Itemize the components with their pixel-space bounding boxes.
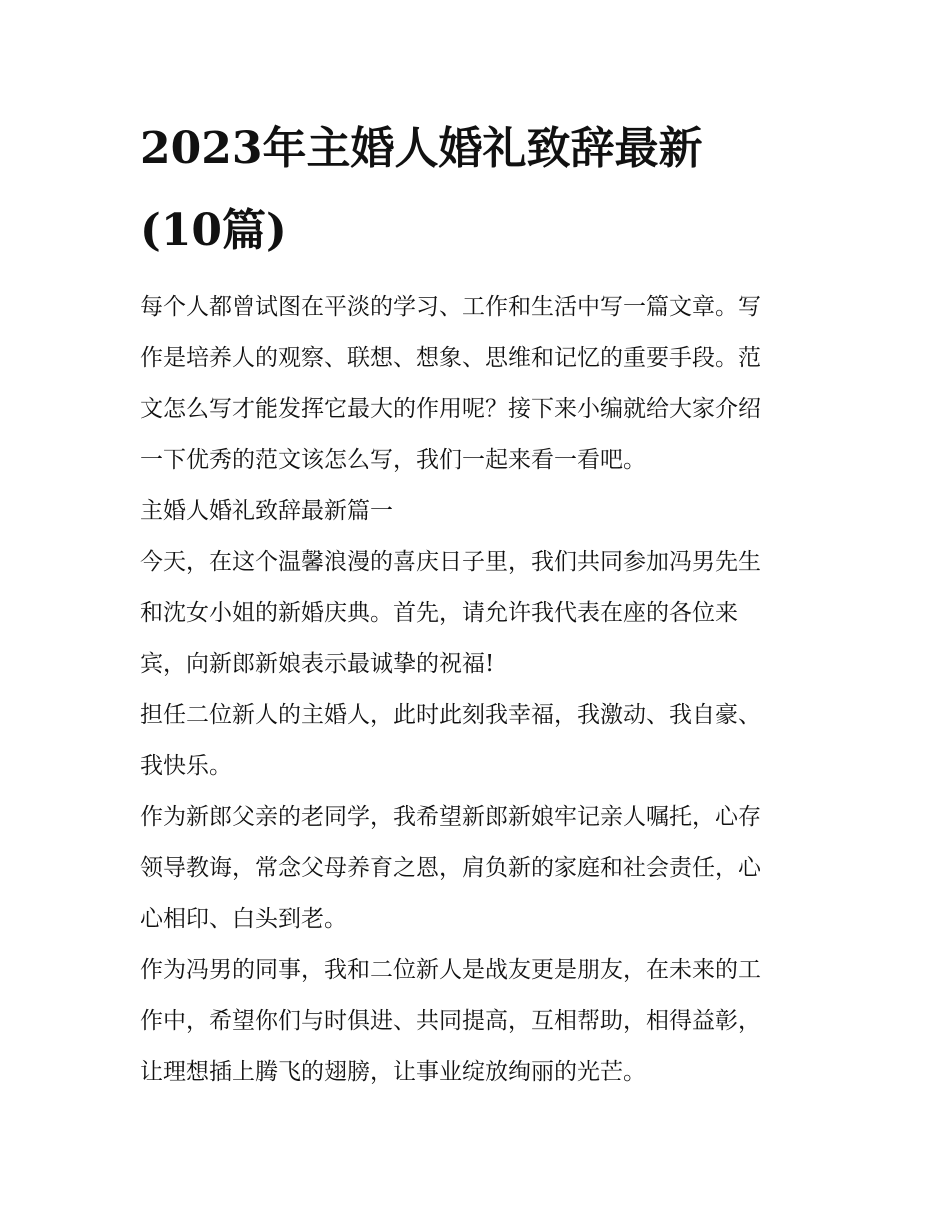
paragraph bbox=[140, 792, 812, 945]
text-line: 作是培养人的观察、联想、想象、思维和记忆的重要手段。范 bbox=[140, 345, 761, 371]
title-line-2: (10篇) bbox=[140, 205, 287, 256]
text-line: 今天，在这个温馨浪漫的喜庆日子里，我们共同参加冯男先生 bbox=[140, 549, 761, 575]
text-line: 作为冯男的同事，我和二位新人是战友更是朋友，在未来的工 bbox=[140, 957, 761, 983]
text-line: 主婚人婚礼致辞最新篇一 bbox=[140, 498, 393, 524]
paragraph-intro bbox=[140, 282, 812, 486]
paragraph bbox=[140, 537, 812, 690]
text-line: 我快乐。 bbox=[140, 753, 232, 779]
text-line: 让理想插上腾飞的翅膀，让事业绽放绚丽的光芒。 bbox=[140, 1059, 646, 1085]
text-line: 一下优秀的范文该怎么写，我们一起来看一看吧。 bbox=[140, 447, 646, 473]
text-line: 文怎么写才能发挥它最大的作用呢？接下来小编就给大家介绍 bbox=[140, 396, 761, 422]
section-heading bbox=[140, 486, 812, 537]
paragraph bbox=[140, 690, 812, 792]
paragraph bbox=[140, 945, 812, 1098]
text-line: 每个人都曾试图在平淡的学习、工作和生活中写一篇文章。写 bbox=[140, 294, 761, 320]
document-title bbox=[140, 108, 812, 272]
text-line: 领导教诲，常念父母养育之恩，肩负新的家庭和社会责任，心 bbox=[140, 855, 761, 881]
document-page bbox=[140, 108, 812, 1098]
title-line-1: 2023年主婚人婚礼致辞最新 bbox=[140, 123, 703, 174]
text-line: 作中，希望你们与时俱进、共同提高，互相帮助，相得益彰， bbox=[140, 1008, 761, 1034]
document-body bbox=[140, 282, 812, 1098]
text-line: 和沈女小姐的新婚庆典。首先，请允许我代表在座的各位来 bbox=[140, 600, 738, 626]
text-line: 作为新郎父亲的老同学，我希望新郎新娘牢记亲人嘱托，心存 bbox=[140, 804, 761, 830]
text-line: 心相印、白头到老。 bbox=[140, 906, 347, 932]
text-line: 宾，向新郎新娘表示最诚挚的祝福! bbox=[140, 651, 495, 677]
text-line: 担任二位新人的主婚人，此时此刻我幸福，我激动、我自豪、 bbox=[140, 702, 761, 728]
